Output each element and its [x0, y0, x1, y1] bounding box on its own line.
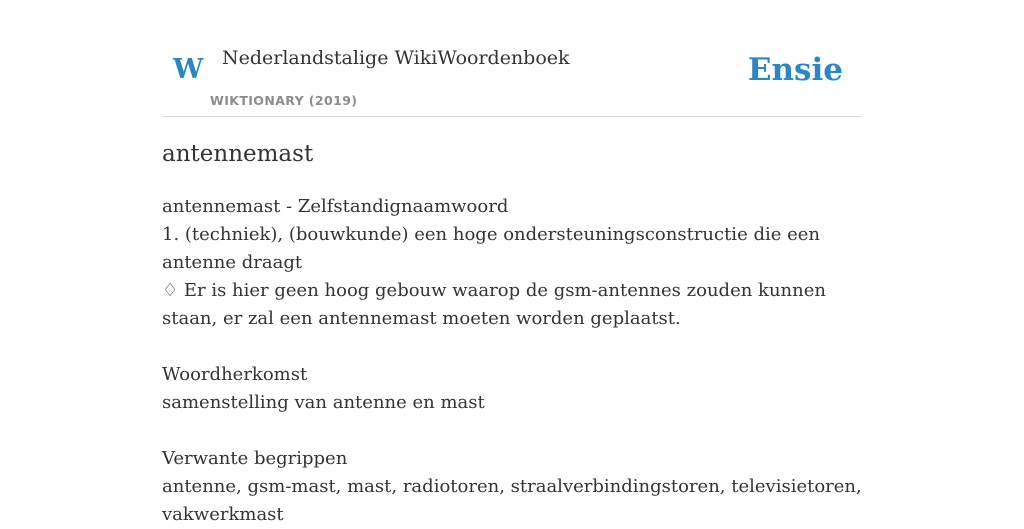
ensie-logo[interactable]: Ensie: [747, 52, 843, 88]
related-section: [162, 445, 862, 529]
source-subtitle: WIKTIONARY (2019): [210, 93, 358, 108]
etymology-text: samenstelling van antenne en mast: [162, 392, 485, 413]
definition-example: ♢ Er is hier geen hoog gebouw waarop de gsm-antennes zouden kunnen staan, er zal een antennemast moeten worden geplaatst.: [162, 280, 826, 329]
etymology-heading: Woordherkomst: [162, 364, 308, 385]
entry-title: antennemast: [162, 141, 314, 167]
wiktionary-logo[interactable]: W: [173, 54, 204, 85]
related-terms[interactable]: antenne, gsm-mast, mast, radiotoren, straalverbindingstoren, televisietoren, vakwerkmast: [162, 476, 862, 525]
definition-sense: 1. (techniek), (bouwkunde) een hoge ondersteuningsconstructie die een antenne draagt: [162, 224, 820, 273]
page-header: [162, 0, 862, 117]
definition-heading: antennemast - Zelfstandignaamwoord: [162, 196, 509, 217]
etymology-section: [162, 361, 862, 417]
source-title[interactable]: Nederlandstalige WikiWoordenboek: [222, 47, 570, 69]
definition-section: [162, 193, 862, 333]
entry-content: [162, 137, 862, 529]
related-heading: Verwante begrippen: [162, 448, 348, 469]
